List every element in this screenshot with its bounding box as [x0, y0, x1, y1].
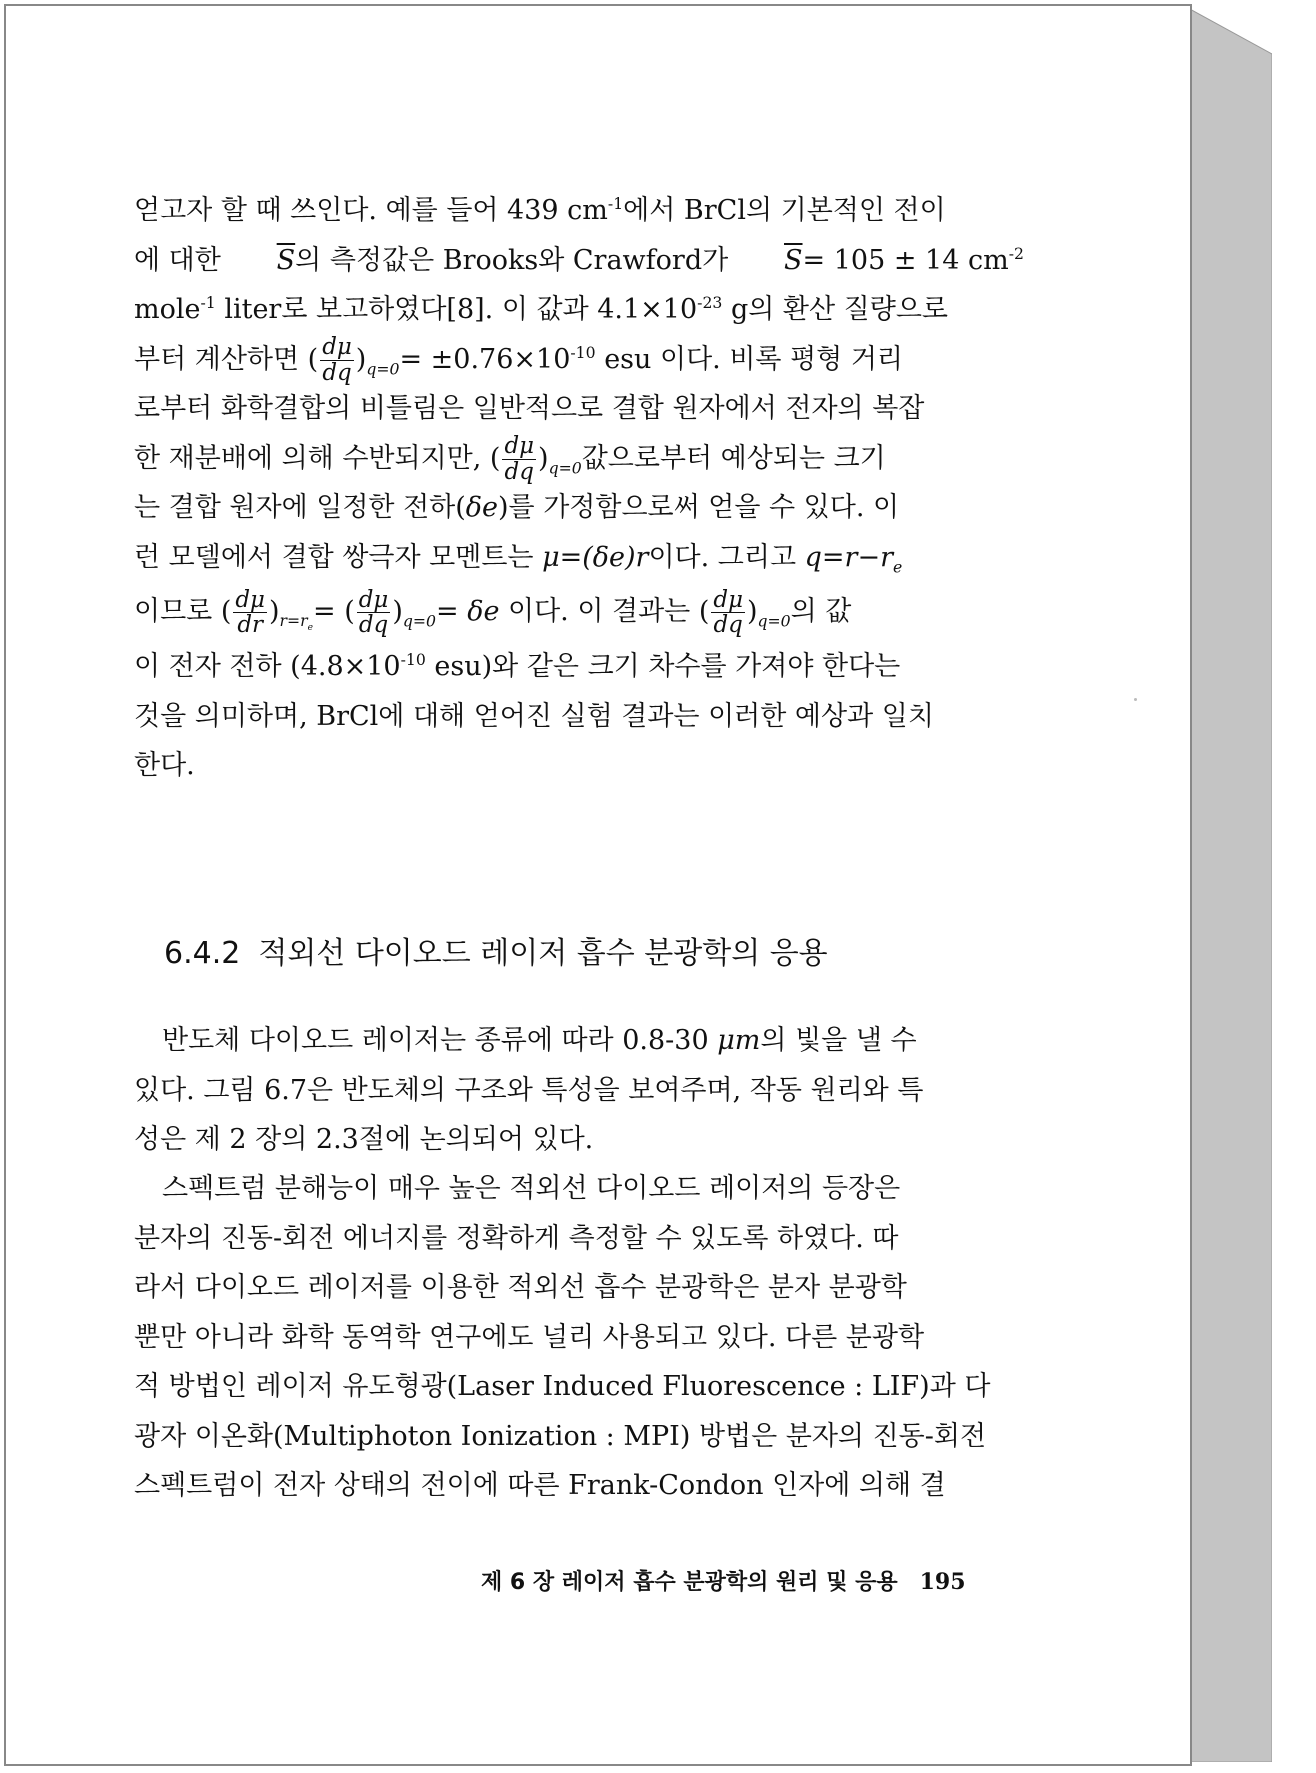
- book-spine: [1188, 8, 1272, 1762]
- page-number: 195: [919, 1569, 966, 1595]
- text-line: 런 모델에서 결합 쌍극자 모멘트는 μ=(δe)r이다. 그리고 $q=r-r_e$: [134, 541, 903, 576]
- text-line: 스펙트럼 분해능이 매우 높은 적외선 다이오드 레이저의 등장은: [162, 1173, 901, 1204]
- text-line: 반도체 다이오드 레이저는 종류에 따라 0.8-30 μm의 빛을 낼 수: [162, 1025, 917, 1056]
- text-line: mole$^{-1}$ liter로 보고하였다[8]. 이 값과 $4.1\times 10^{-23}$ g의 환산 질량으로: [134, 293, 948, 325]
- paragraph-brcl-dipole: [134, 186, 1024, 791]
- paragraph-diode-laser: [134, 1016, 1024, 1165]
- text-line: 이므로 ( $\frac{d\mu}{dr}$ )$_{r=r_e}=$ ( $\frac{d\mu}{dq}$ )$_{q=0}= \delta e$ 이다. 이 결과는 ( $\frac{d\mu}{dq}$ )$_{q=0}$의 값: [134, 586, 852, 638]
- text-line: 한 재분배에 의해 수반되지만, ( $\frac{d\mu}{dq}$ )$_{q=0}$값으로부터 예상되는 크기: [134, 433, 886, 485]
- text-line: 는 결합 원자에 일정한 전하(δe)를 가정함으로써 얻을 수 있다. 이: [134, 492, 900, 523]
- text-line: 광자 이온화(Multiphoton Ionization : MPI) 방법은 분자의 진동-회전: [134, 1420, 987, 1452]
- text-line: 뿐만 아니라 화학 동역학 연구에도 널리 사용되고 있다. 다른 분광학: [134, 1321, 925, 1353]
- fraction-dmu-dq: $\frac{d\mu}{dq}$: [504, 433, 535, 485]
- page-speck: [1134, 698, 1137, 701]
- section-number: 6.4.2: [164, 936, 241, 971]
- fraction-dmu-dq: $\frac{d\mu}{dq}$: [322, 334, 352, 386]
- text-line: 분자의 진동-회전 에너지를 정확하게 측정할 수 있도록 하였다. 따: [134, 1222, 899, 1254]
- section-title: 적외선 다이오드 레이저 흡수 분광학의 응용: [258, 936, 828, 971]
- text-line: 성은 제 2 장의 2.3절에 논의되어 있다.: [134, 1124, 594, 1155]
- fraction-dmu-dr: $\frac{d\mu}{dr}$: [235, 586, 265, 638]
- text-line: 라서 다이오드 레이저를 이용한 적외선 흡수 분광학은 분자 분광학: [134, 1272, 907, 1303]
- text-line: 것을 의미하며, BrCl에 대해 얻어진 실험 결과는 이러한 예상과 일치: [134, 700, 934, 732]
- text-line: 스펙트럼이 전자 상태의 전이에 따른 Frank-Condon 인자에 의해 결: [134, 1470, 946, 1501]
- page-footer: [481, 1565, 966, 1596]
- text-line: 적 방법인 레이저 유도형광(Laser Induced Fluorescence : LIF)과 다: [134, 1371, 991, 1402]
- fraction-dmu-dq: $\frac{d\mu}{dq}$: [358, 586, 389, 638]
- text-line: 부터 계산하면 ( $\frac{d\mu}{dq}$ )$_{q=0}= \pm 0.76\times 10^{-10}$ esu 이다. 비록 평형 거리: [134, 334, 903, 386]
- text-line: 로부터 화학결합의 비틀림은 일반적으로 결합 원자에서 전자의 복잡: [134, 393, 925, 424]
- text-line: 이 전자 전하 ($4.8\times 10^{-10}$ esu)와 같은 크기 차수를 가져야 한다는: [134, 650, 901, 682]
- section-heading: [164, 928, 828, 972]
- text-line: 에 대한 $\overline{S}$의 측정값은 Brooks와 Crawford가 $\overline{S}= 105 \pm 14$ $cm^{-2}$: [134, 243, 1024, 276]
- text-line: 얻고자 할 때 쓰인다. 예를 들어 439 $cm^{-1}$에서 BrCl의 기본적인 전이: [134, 194, 946, 226]
- paragraph-spectroscopy: [134, 1164, 1024, 1511]
- book-page: [4, 4, 1192, 1766]
- text-line: 있다. 그림 6.7은 반도체의 구조와 특성을 보여주며, 작동 원리와 특: [134, 1074, 924, 1106]
- text-line: 한다.: [134, 750, 195, 781]
- fraction-dmu-dq: $\frac{d\mu}{dq}$: [713, 586, 743, 638]
- chapter-running-title: 제 6 장 레이저 흡수 분광학의 원리 및 응용: [481, 1570, 898, 1595]
